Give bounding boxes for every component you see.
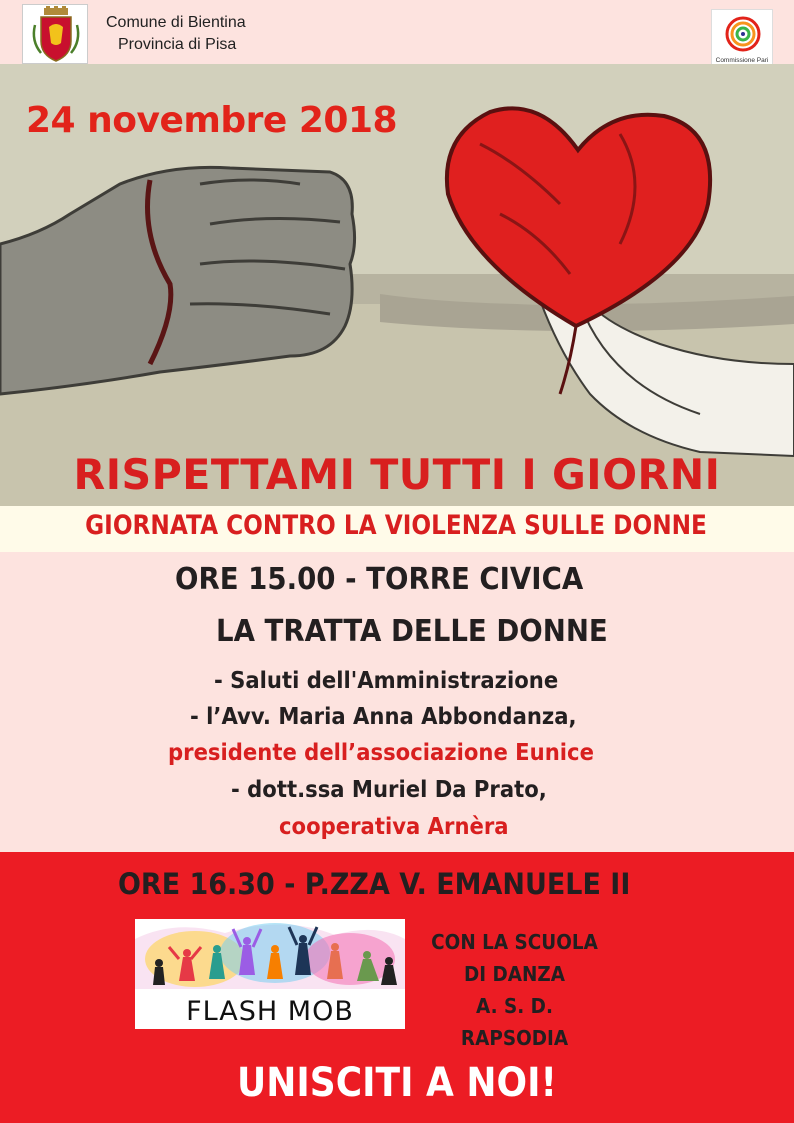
session1-item: cooperativa Arnèra [279, 814, 509, 840]
dance-school-info [420, 926, 609, 1054]
municipality-name: Comune di Bientina [106, 14, 246, 31]
session1-topic: LA TRATTA DELLE DONNE [216, 614, 608, 649]
session1-time-place: ORE 15.00 - TORRE CIVICA [175, 562, 584, 597]
dance-school-line: DI DANZA [463, 962, 566, 986]
flash-mob-label: FLASH MOB [186, 996, 354, 1027]
session2-time-place: ORE 16.30 - P.ZZA V. EMANUELE II [118, 867, 631, 901]
municipal-crest-logo [22, 4, 88, 64]
event-date: 24 novembre 2018 [26, 100, 398, 141]
municipality-name-block [106, 12, 246, 56]
province-name: Provincia di Pisa [118, 36, 237, 53]
dance-school-line: CON LA SCUOLA [431, 930, 598, 954]
dancers-silhouette-graphic [135, 919, 405, 999]
event-title: RISPETTAMI TUTTI I GIORNI [73, 450, 721, 499]
dance-school-line: A. S. D. RAPSODIA [460, 994, 569, 1050]
session1-item: - Saluti dell'Amministrazione [214, 668, 559, 694]
event-subtitle: GIORNATA CONTRO LA VIOLENZA SULLE DONNE [85, 510, 707, 541]
session1-item: presidente dell’associazione Eunice [168, 740, 594, 766]
session1-item: - dott.ssa Muriel Da Prato, [231, 777, 547, 803]
session1-area [0, 552, 794, 852]
header [0, 0, 794, 64]
session1-item: - l’Avv. Maria Anna Abbondanza, [190, 704, 577, 730]
call-to-action: UNISCITI A NOI! [237, 1060, 557, 1106]
logo-caption: Commissione Pari [715, 57, 769, 64]
flash-mob-image [135, 919, 405, 1029]
